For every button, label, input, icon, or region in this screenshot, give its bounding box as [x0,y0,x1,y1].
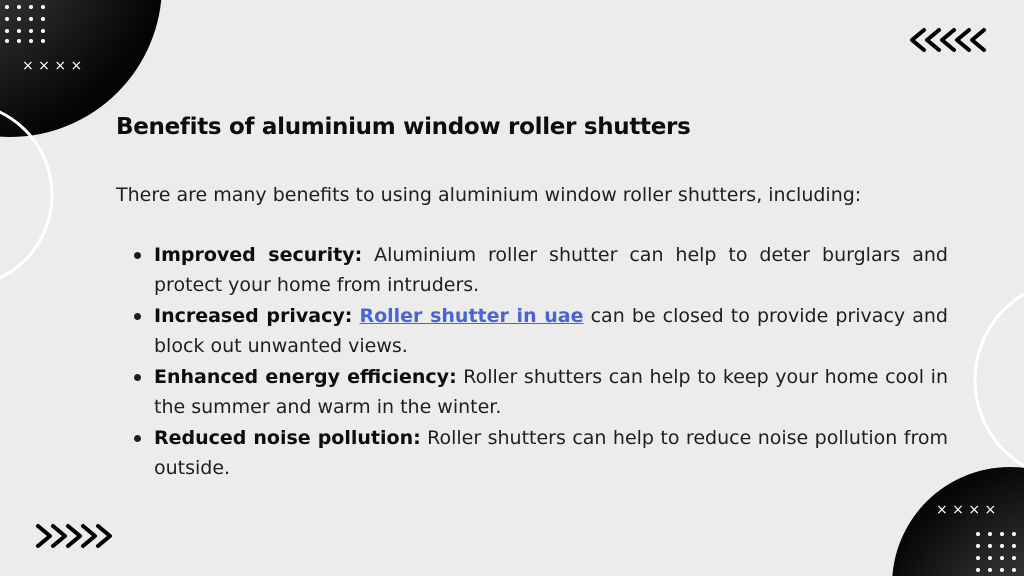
list-item [116,423,948,483]
benefit-term: Increased privacy: [154,305,353,327]
benefit-text: Roller shutters can help to reduce noise pollution from outside. [154,427,949,479]
benefit-text: Roller shutters can help to keep your home cool in the summer and warm in the winter. [154,366,948,418]
benefit-term: Enhanced energy efficiency: [154,366,457,388]
ring-bottom-right [975,280,1024,480]
benefits-list [116,240,948,484]
bullet-icon [134,252,141,259]
bullet-icon [134,435,141,442]
cross-marks-bottom-right: × × × × [936,502,997,518]
benefit-term: Improved security: [154,244,363,266]
list-item [116,240,948,300]
intro-paragraph: There are many benefits to using aluminium window roller shutters, including: [116,184,862,206]
list-item [116,362,948,422]
roller-shutter-link[interactable]: Roller shutter in uae [359,305,584,327]
benefit-term: Reduced noise pollution: [154,427,421,449]
bullet-icon [134,313,141,320]
bullet-icon [134,374,141,381]
benefit-text: can be closed to provide privacy and block out unwanted views. [154,305,948,357]
benefit-text: Aluminium roller shutter can help to deter burglars and protect your home from intruders. [154,244,948,296]
cross-marks-top-left: × × × × [22,58,83,74]
list-item [116,301,948,361]
chevrons-left-icon [912,30,984,50]
chevrons-right-icon [38,526,110,546]
page-title: Benefits of aluminium window roller shutters [116,114,691,140]
